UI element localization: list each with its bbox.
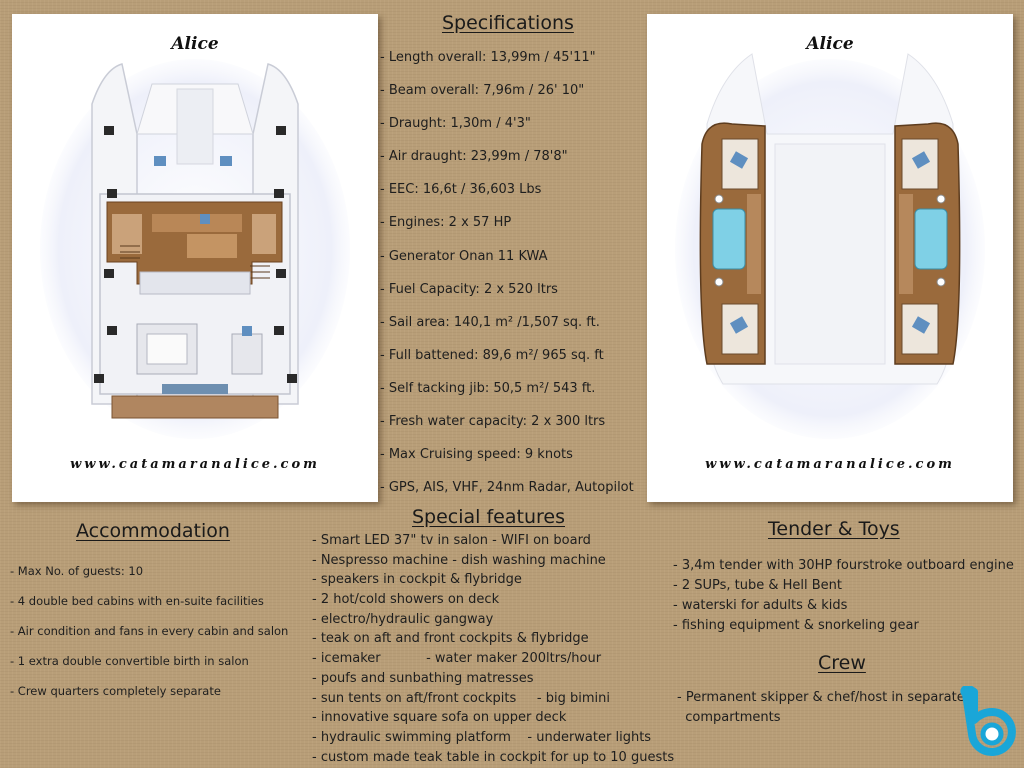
accommodation-item: - Max No. of guests: 10 — [10, 564, 144, 578]
website-left: www.catamaranalice.com — [70, 457, 320, 472]
spec-item: - Fresh water capacity: 2 x 300 ltrs — [380, 414, 606, 430]
crew-list — [677, 688, 967, 728]
tender-item: - 2 SUPs, tube & Hell Bent — [673, 578, 843, 593]
feature-item: - hydraulic swimming platform - underwater lights — [312, 729, 652, 745]
spec-item: - Sail area: 140,1 m² /1,507 sq. ft. — [380, 314, 600, 330]
spec-item: - Max Cruising speed: 9 knots — [380, 447, 573, 463]
feature-item: - electro/hydraulic gangway — [312, 611, 494, 627]
feature-item: - speakers in cockpit & flybridge — [312, 572, 522, 588]
specifications-list — [380, 47, 634, 510]
spec-item: - Self tacking jib: 50,5 m²/ 543 ft. — [380, 380, 596, 396]
feature-item: - Smart LED 37" tv in salon - WIFI on board — [312, 533, 591, 548]
brand-logo-icon — [958, 686, 1020, 758]
tender-item: - fishing equipment & snorkeling gear — [673, 618, 919, 633]
feature-item: - sun tents on aft/front cockpits - big bimini — [312, 690, 610, 706]
feature-item: - teak on aft and front cockpits & flybridge — [312, 631, 589, 647]
tender-item: - waterski for adults & kids — [673, 598, 848, 613]
spec-item: - GPS, AIS, VHF, 24nm Radar, Autopilot — [380, 480, 634, 496]
tender-toys-title: Tender & Toys — [768, 518, 900, 540]
feature-item: - icemaker - water maker 200ltrs/hour — [312, 651, 602, 667]
hull-plan-panel — [647, 14, 1013, 502]
crew-item: compartments — [677, 710, 781, 725]
spec-item: - Generator Onan 11 KWA — [380, 248, 548, 264]
spec-item: - Engines: 2 x 57 HP — [380, 215, 512, 231]
spec-item: - Draught: 1,30m / 4'3" — [380, 116, 531, 132]
spec-item: - Fuel Capacity: 2 x 520 ltrs — [380, 281, 558, 297]
tender-toys-list — [673, 556, 1024, 636]
tender-item: - 3,4m tender with 30HP fourstroke outboard engine — [673, 558, 1014, 573]
boat-name-right: Alice — [806, 34, 854, 54]
crew-title: Crew — [818, 652, 866, 674]
accommodation-item: - 4 double bed cabins with en-suite facilities — [10, 594, 264, 608]
deck-layout-image — [12, 14, 378, 502]
accommodation-list — [10, 562, 288, 712]
accommodation-title: Accommodation — [76, 520, 230, 542]
feature-item: - Nespresso machine - dish washing machine — [312, 552, 606, 568]
boat-name-left: Alice — [171, 34, 219, 54]
feature-item: - innovative square sofa on upper deck — [312, 710, 567, 726]
spec-item: - Length overall: 13,99m / 45'11" — [380, 50, 596, 65]
feature-item: - 2 hot/cold showers on deck — [312, 592, 500, 608]
spec-item: - Air draught: 23,99m / 78'8" — [380, 149, 568, 165]
accommodation-item: - 1 extra double convertible birth in salon — [10, 654, 249, 668]
special-features-title: Special features — [412, 506, 565, 528]
feature-item: - poufs and sunbathing matresses — [312, 670, 534, 686]
hull-layout-image — [647, 14, 1013, 502]
crew-item: - Permanent skipper & chef/host in separate — [677, 690, 965, 705]
spec-item: - Full battened: 89,6 m²/ 965 sq. ft — [380, 347, 604, 363]
spec-item: - Beam overall: 7,96m / 26' 10" — [380, 83, 585, 99]
spec-item: - EEC: 16,6t / 36,603 Lbs — [380, 182, 542, 198]
website-right: www.catamaranalice.com — [705, 457, 955, 472]
deck-plan-panel — [12, 14, 378, 502]
feature-item: - custom made teak table in cockpit for up to 10 guests — [312, 749, 675, 765]
accommodation-item: - Air condition and fans in every cabin and salon — [10, 624, 289, 638]
specifications-title: Specifications — [442, 12, 574, 34]
special-features-list — [312, 531, 674, 767]
accommodation-item: - Crew quarters completely separate — [10, 684, 221, 698]
